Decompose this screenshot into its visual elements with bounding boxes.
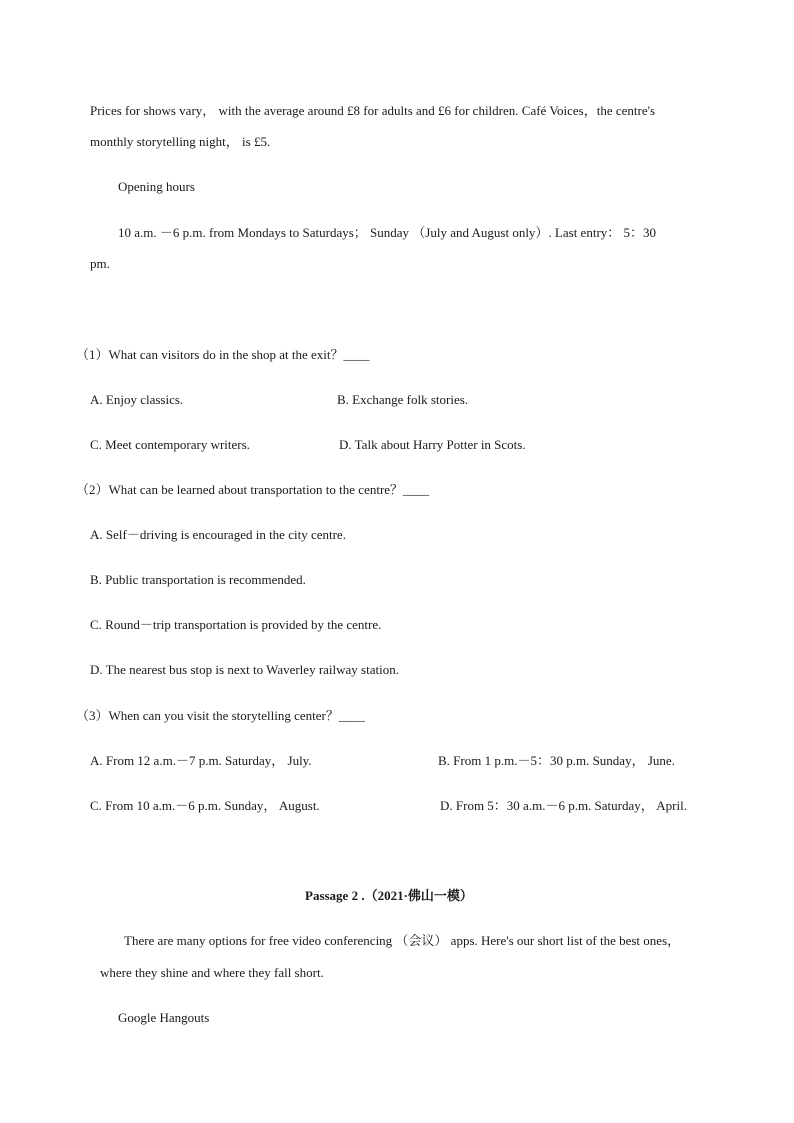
passage-2-intro-line-1: There are many options for free video conferencing （会议） apps. Here's our short list of the best ones，	[124, 933, 681, 948]
prices-line-1: Prices for shows vary， with the average around £8 for adults and £6 for children. Café Voices，the centre's	[90, 103, 656, 118]
question-2-option-a: A. Self－driving is encouraged in the city centre.	[90, 527, 346, 542]
question-1-option-c: C. Meet contemporary writers.	[90, 437, 250, 452]
question-1-option-b: B. Exchange folk stories.	[337, 392, 469, 407]
opening-hours-line-1: 10 a.m. －6 p.m. from Mondays to Saturdays； Sunday （July and August only）. Last entry： 5：30	[118, 225, 657, 240]
question-3-option-a: A. From 12 a.m.－7 p.m. Saturday， July.	[90, 753, 312, 768]
opening-hours-line-2: pm.	[90, 256, 110, 271]
google-hangouts-heading: Google Hangouts	[118, 1010, 210, 1025]
question-1-option-d: D. Talk about Harry Potter in Scots.	[339, 437, 526, 452]
question-2-option-b: B. Public transportation is recommended.	[90, 572, 306, 587]
passage-2-intro-line-2: where they shine and where they fall short.	[100, 965, 324, 980]
question-2-option-d: D. The nearest bus stop is next to Waverley railway station.	[90, 662, 399, 677]
question-1-stem: （1）What can visitors do in the shop at the exit？____	[76, 347, 370, 362]
question-3-option-c: C. From 10 a.m.－6 p.m. Sunday， August.	[90, 798, 320, 813]
passage-2-title: Passage 2 .（2021·佛山一模）	[305, 888, 473, 903]
question-2-option-c: C. Round－trip transportation is provided by the centre.	[90, 617, 382, 632]
prices-line-2: monthly storytelling night， is £5.	[90, 134, 271, 149]
question-1-option-a: A. Enjoy classics.	[90, 392, 184, 407]
question-3-stem: （3）When can you visit the storytelling center？____	[76, 708, 365, 723]
opening-hours-heading: Opening hours	[118, 179, 195, 194]
question-2-stem: （2）What can be learned about transportation to the centre？____	[76, 482, 430, 497]
question-3-option-b: B. From 1 p.m.－5：30 p.m. Sunday， June.	[438, 753, 675, 768]
question-3-option-d: D. From 5：30 a.m.－6 p.m. Saturday， April.	[440, 798, 687, 813]
